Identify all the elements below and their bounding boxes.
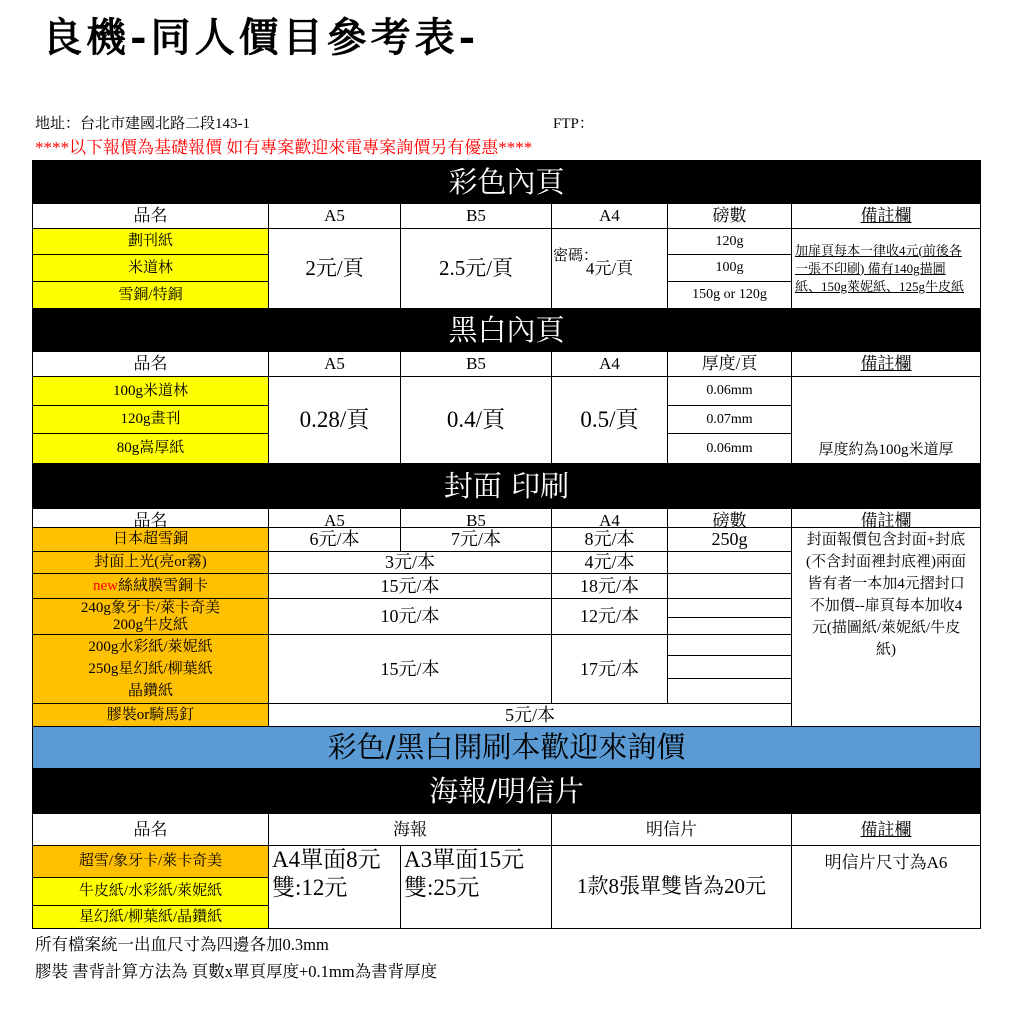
- remark-cell: 厚度約為100g米道厚: [792, 377, 981, 464]
- price-a5-b5: 15元/本: [269, 635, 552, 704]
- weight-empty-cell: [668, 618, 792, 635]
- spine-note: 膠裝 書背計算方法為 頁數x單頁厚度+0.1mm為書背厚度: [35, 962, 438, 981]
- paper-name: 劃刊紙: [33, 229, 269, 255]
- section-bar-row: [33, 161, 981, 204]
- weight-empty-cell: [668, 679, 792, 704]
- new-tag: new: [92, 577, 118, 594]
- inquiry-banner: 彩色/黑白開刷本歡迎來詢價: [33, 727, 981, 769]
- paper-name: 日本超雪銅: [33, 528, 269, 552]
- price-a4: 8元/本: [552, 528, 668, 552]
- col-header-remark: 備註欄: [792, 204, 981, 229]
- paper-weight: 250g: [668, 528, 792, 552]
- col-header-a5: A5: [269, 352, 401, 377]
- price-b5: 2.5元/頁: [401, 229, 552, 309]
- col-header-label: B5: [466, 510, 486, 527]
- price-all-sizes: 5元/本: [269, 704, 792, 727]
- price-a5-b5: 10元/本: [269, 599, 552, 635]
- col-header-remark: 備註欄: [792, 352, 981, 377]
- page-thickness: 0.06mm: [668, 434, 792, 464]
- page-thickness: 0.06mm: [668, 377, 792, 406]
- paper-weight: 120g: [668, 229, 792, 255]
- col-header-b5: B5: [401, 204, 552, 229]
- col-header-a5: A5: [269, 204, 401, 229]
- col-header-b5: [401, 509, 552, 528]
- ftp-label: FTP：: [553, 116, 594, 132]
- section-title-color-pages: 彩色內頁: [33, 161, 981, 204]
- col-header-a4: A4: [552, 352, 668, 377]
- banner-row: [33, 727, 981, 769]
- col-header-remark: [792, 509, 981, 528]
- col-header-postcard: 明信片: [552, 814, 792, 846]
- remark-line: 紙): [876, 642, 897, 658]
- table-row: [33, 846, 981, 878]
- remark-cell: 明信片尺寸為A6: [792, 846, 981, 929]
- paper-name: 米道林: [33, 255, 269, 282]
- col-header-item: 品名: [33, 352, 269, 377]
- section-bar-row: [33, 309, 981, 352]
- price-a5-b5: 15元/本: [269, 574, 552, 599]
- price-a4: 0.5/頁: [552, 377, 668, 464]
- col-header-a4: [552, 509, 668, 528]
- price-b5: 0.4/頁: [401, 377, 552, 464]
- table-row: [33, 229, 981, 255]
- weight-empty-cell: [668, 599, 792, 618]
- footer-notes: [35, 931, 437, 985]
- bleed-note: 所有檔案統一出血尺寸為四邊各加0.3mm: [35, 935, 329, 954]
- page-thickness: 0.07mm: [668, 406, 792, 434]
- paper-name: 星幻紙/柳葉紙/晶鑽紙: [33, 906, 269, 929]
- paper-name-line: 200g牛皮紙: [112, 616, 188, 633]
- paper-name: 封面上光(亮or霧): [33, 552, 269, 574]
- col-header-weight: 磅數: [668, 204, 792, 229]
- weight-empty-cell: [668, 552, 792, 574]
- col-header-label: A5: [324, 510, 345, 527]
- price-line: A4單面8元: [272, 847, 381, 872]
- header-row: [33, 814, 981, 846]
- paper-name: [33, 635, 269, 704]
- price-a4: 4元/本: [552, 552, 668, 574]
- col-header-a5: [269, 509, 401, 528]
- paper-name: 膠裝or騎馬釘: [33, 704, 269, 727]
- page-title: 良機-同人價目參考表-: [42, 14, 480, 61]
- price-table: [32, 160, 981, 929]
- paper-name: 80g嵩厚紙: [33, 434, 269, 464]
- section-title-poster: 海報/明信片: [33, 769, 981, 814]
- price-a5-b5: 3元/本: [269, 552, 552, 574]
- paper-name: [33, 599, 269, 635]
- col-header-label: A4: [599, 510, 620, 527]
- remark-line: 紙、150g萊妮紙、125g牛皮紙: [795, 278, 965, 294]
- paper-name: 牛皮紙/水彩紙/萊妮紙: [33, 878, 269, 906]
- price-line: 雙:12元: [272, 875, 348, 900]
- header-row: [33, 204, 981, 229]
- address-text: 地址：台北市建國北路二段143-1: [35, 116, 250, 132]
- col-header-b5: B5: [401, 352, 552, 377]
- paper-weight: 150g or 120g: [668, 282, 792, 309]
- remark-line: 一張不印刷) 備有140g描圖: [795, 260, 946, 276]
- paper-name: 100g米道林: [33, 377, 269, 406]
- col-header-label: 磅數: [712, 510, 747, 527]
- remark-line: (不含封面裡封底裡)兩面: [806, 554, 967, 570]
- price-a5: 0.28/頁: [269, 377, 401, 464]
- postcard-price: 1款8張單雙皆為20元: [552, 846, 792, 929]
- paper-name: 超雪/象牙卡/萊卡奇美: [33, 846, 269, 878]
- paper-name: 雪銅/特銅: [33, 282, 269, 309]
- remark-cell: [792, 229, 981, 309]
- price-a4: 18元/本: [552, 574, 668, 599]
- col-header-poster: 海報: [269, 814, 552, 846]
- header-row: [33, 352, 981, 377]
- remark-line: 不加價--扉頁每本加收4: [809, 598, 963, 614]
- price-b5: 7元/本: [401, 528, 552, 552]
- weight-empty-cell: [668, 574, 792, 599]
- price-a5: 6元/本: [269, 528, 401, 552]
- weight-empty-cell: [668, 656, 792, 679]
- paper-name-text: 絲絨膜雪銅卡: [117, 577, 208, 594]
- col-header-item: 品名: [33, 814, 269, 846]
- col-header-a4: A4: [552, 204, 668, 229]
- col-header-label: 品名: [133, 510, 168, 527]
- remark-cell: [792, 528, 981, 727]
- price-line: 雙:25元: [404, 875, 480, 900]
- paper-name-line: 250g星幻紙/柳葉紙: [88, 661, 213, 677]
- section-title-cover: 封面 印刷: [33, 464, 981, 509]
- price-line: A3單面15元: [404, 847, 525, 872]
- price-a4: 17元/本: [552, 635, 668, 704]
- remark-line: 加扉頁每本一律收4元(前後各: [795, 242, 962, 258]
- poster-a3-price: [401, 846, 552, 929]
- remark-line: 元(描圖紙/萊妮紙/牛皮: [811, 620, 961, 636]
- section-bar-row: [33, 769, 981, 814]
- paper-name-line: 200g水彩紙/萊妮紙: [88, 639, 213, 655]
- paper-name: 120g畫刊: [33, 406, 269, 434]
- remark-line: 皆有者一本加4元摺封口: [807, 576, 965, 592]
- paper-weight: 100g: [668, 255, 792, 282]
- price-a4: 4元/頁: [552, 229, 668, 309]
- col-header-item: 品名: [33, 204, 269, 229]
- paper-name: [33, 574, 269, 599]
- weight-empty-cell: [668, 635, 792, 656]
- password-label: 密碼：: [553, 248, 599, 264]
- poster-a4-price: [269, 846, 401, 929]
- remark-line: 封面報價包含封面+封底: [806, 532, 966, 548]
- col-header-thickness: 厚度/頁: [668, 352, 792, 377]
- price-a4: 12元/本: [552, 599, 668, 635]
- col-header-weight: [668, 509, 792, 528]
- paper-name-line: 240g象牙卡/萊卡奇美: [80, 599, 221, 616]
- col-header-label: 備註欄: [860, 510, 912, 527]
- table-row: [33, 377, 981, 406]
- section-bar-row: [33, 464, 981, 509]
- col-header-item: [33, 509, 269, 528]
- pricing-notice: ****以下報價為基礎報價 如有專案歡迎來電專案詢價另有優惠****: [35, 138, 533, 157]
- price-a5: 2元/頁: [269, 229, 401, 309]
- paper-name-line: 晶鑽紙: [127, 683, 173, 699]
- section-title-bw-pages: 黑白內頁: [33, 309, 981, 352]
- col-header-remark: 備註欄: [792, 814, 981, 846]
- header-row: [33, 509, 981, 528]
- table-row: [33, 528, 981, 552]
